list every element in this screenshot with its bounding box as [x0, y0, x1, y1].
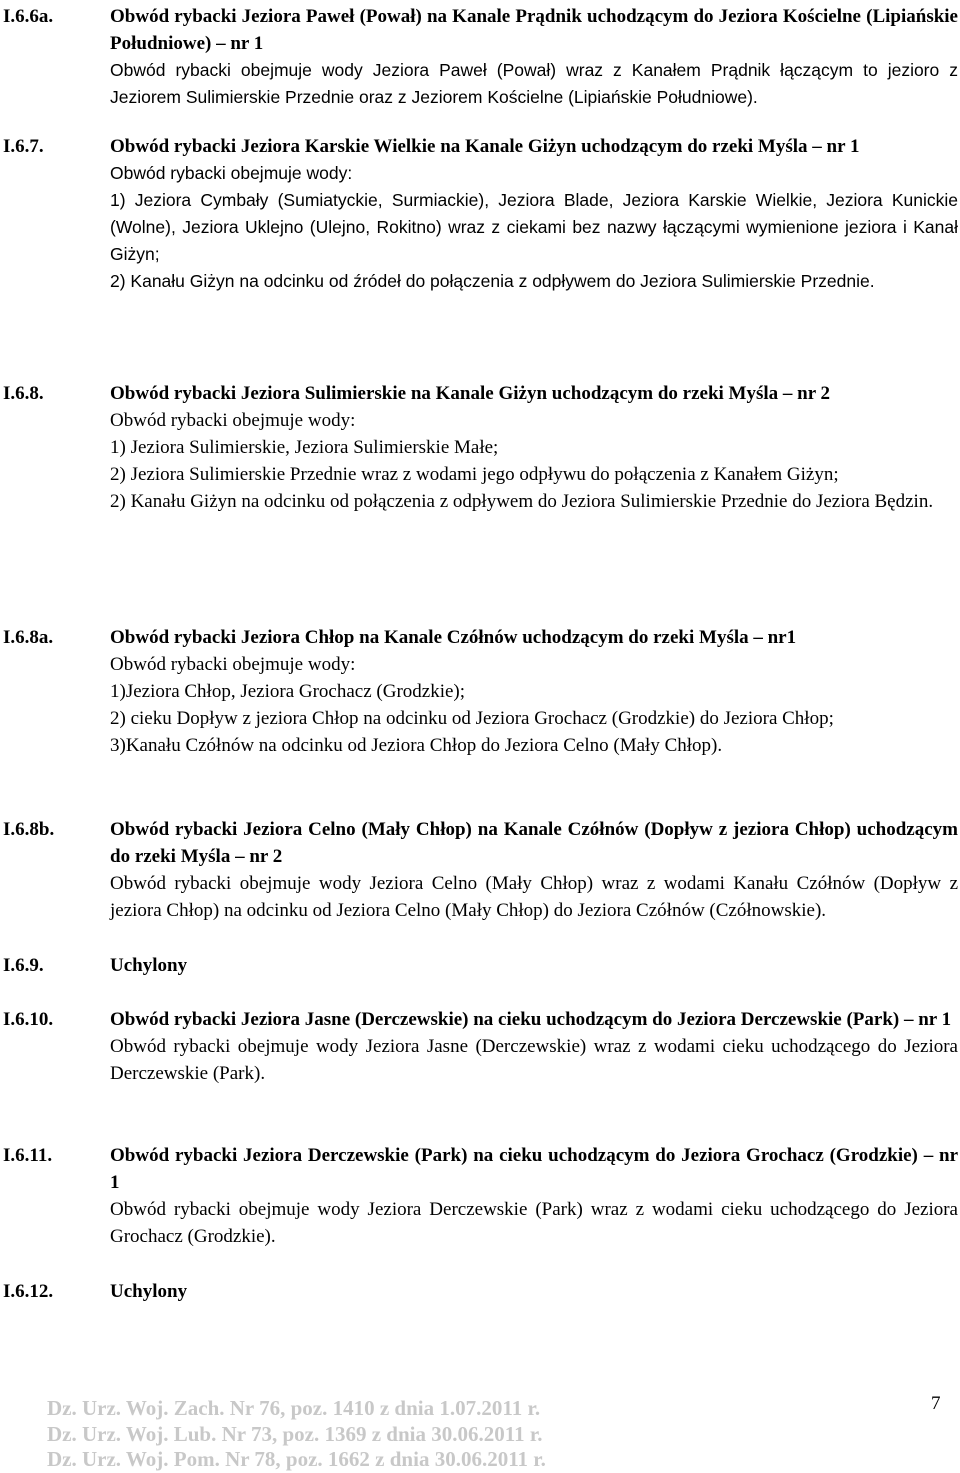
footer-line: Dz. Urz. Woj. Lub. Nr 73, poz. 1369 z dnia 30.06.2011 r. [47, 1421, 543, 1446]
section-title: Obwód rybacki Jeziora Chłop na Kanale Czółnów uchodzącym do rzeki Myśla – nr1 [110, 627, 797, 648]
section-number: I.6.8a. [3, 627, 54, 648]
list-item: 2) cieku Dopływ z jeziora Chłop na odcinku od Jeziora Grochacz (Grodzkie) do Jeziora Chłop; [110, 708, 834, 729]
list-item: 1)Jeziora Chłop, Jeziora Grochacz (Grodzkie); [110, 681, 466, 702]
section-title: Uchylony [110, 955, 188, 976]
list-item: 1) Jeziora Cymbały (Sumiatyckie, Surmiackie), Jeziora Blade, Jeziora Karskie Wielkie, Jeziora Kunickie (Wolne), Jeziora Uklejno (Ulejno, Rokitno) wraz z ciekami bez nazwy łączącymi wymienione jeziora i Kanał Giżyn; [110, 190, 958, 264]
list-item: 1) Jeziora Sulimierskie, Jeziora Sulimierskie Małe; [110, 437, 499, 458]
section-number: I.6.6a. [3, 6, 54, 27]
section-intro: Obwód rybacki obejmuje wody: [110, 654, 356, 675]
section-number: I.6.12. [3, 1281, 54, 1302]
section-text: Obwód rybacki obejmuje wody Jeziora Celno (Mały Chłop) wraz z wodami Kanału Czółnów (Dopływ z jeziora Chłop) na odcinku od Jeziora Celno (Mały Chłop) do Jeziora Czółnów (Czółnowskie). [110, 873, 958, 921]
section-title: Obwód rybacki Jeziora Jasne (Derczewskie) na cieku uchodzącym do Jeziora Derczewskie (Park) – nr 1 [110, 1009, 952, 1030]
page-number: 7 [931, 1393, 941, 1414]
footer-line: Dz. Urz. Woj. Pom. Nr 78, poz. 1662 z dnia 30.06.2011 r. [47, 1447, 546, 1471]
section-number: I.6.7. [3, 136, 44, 157]
section-number: I.6.11. [3, 1145, 53, 1166]
section-title: Uchylony [110, 1281, 188, 1302]
page-footer [47, 1396, 546, 1473]
list-item: 3)Kanału Czółnów na odcinku od Jeziora Chłop do Jeziora Celno (Mały Chłop). [110, 735, 723, 756]
section-number: I.6.10. [3, 1009, 54, 1030]
section-intro: Obwód rybacki obejmuje wody: [110, 410, 356, 431]
list-item: 2) Kanału Giżyn na odcinku od połączenia z odpływem do Jeziora Sulimierskie Przednie do Jeziora Będzin. [110, 491, 934, 512]
section-number: I.6.8. [3, 383, 44, 404]
section-title: Obwód rybacki Jeziora Derczewskie (Park) na cieku uchodzącym do Jeziora Grochacz (Grodzkie) – nr 1 [110, 1145, 958, 1193]
section-title: Obwód rybacki Jeziora Karskie Wielkie na Kanale Giżyn uchodzącym do rzeki Myśla – nr 1 [110, 136, 860, 157]
list-item: 2) Kanału Giżyn na odcinku od źródeł do połączenia z odpływem do Jeziora Sulimierskie Przednie. [110, 271, 875, 291]
list-item: 2) Jeziora Sulimierskie Przednie wraz z wodami jego odpływu do połączenia z Kanałem Giżyn; [110, 464, 839, 485]
section-text: Obwód rybacki obejmuje wody Jeziora Paweł (Pował) wraz z Kanałem Prądnik łączącym to jezioro z Jeziorem Sulimierskie Przednie oraz z Jeziorem Kościelne (Lipiańskie Południowe). [110, 60, 958, 107]
section-number: I.6.9. [3, 955, 44, 976]
section-text: Obwód rybacki obejmuje wody Jeziora Derczewskie (Park) wraz z wodami cieku uchodzącego do Jeziora Grochacz (Grodzkie). [110, 1199, 958, 1247]
section-intro: Obwód rybacki obejmuje wody: [110, 163, 353, 183]
footer-line: Dz. Urz. Woj. Zach. Nr 76, poz. 1410 z dnia 1.07.2011 r. [47, 1396, 541, 1420]
section-text: Obwód rybacki obejmuje wody Jeziora Jasne (Derczewskie) wraz z wodami cieku uchodzącego do Jeziora Derczewskie (Park). [110, 1036, 958, 1084]
section-title: Obwód rybacki Jeziora Paweł (Pował) na Kanale Prądnik uchodzącym do Jeziora Kościelne (Lipiańskie Południowe) – nr 1 [110, 6, 958, 54]
section-number: I.6.8b. [3, 819, 55, 840]
section-title: Obwód rybacki Jeziora Celno (Mały Chłop) na Kanale Czółnów (Dopływ z jeziora Chłop) uchodzącym do rzeki Myśla – nr 2 [110, 819, 958, 867]
section-title: Obwód rybacki Jeziora Sulimierskie na Kanale Giżyn uchodzącym do rzeki Myśla – nr 2 [110, 383, 831, 404]
